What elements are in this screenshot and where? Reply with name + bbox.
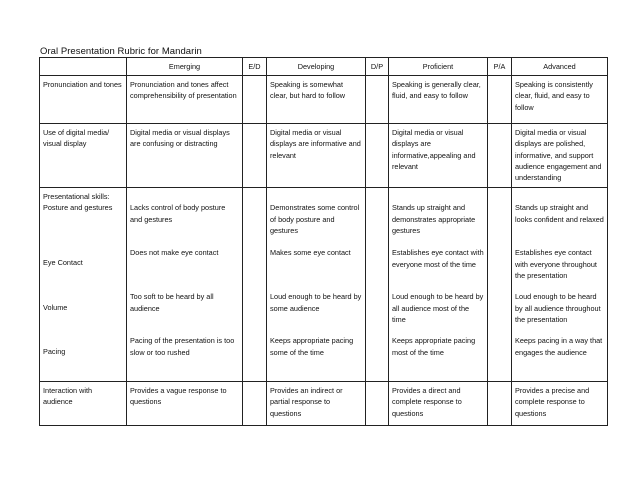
proficient-cell (389, 188, 488, 382)
emerging-cell: Digital media or visual displays are confusing or distracting (127, 124, 243, 188)
sub-descriptor: Keeps pacing in a way that engages the audience (515, 336, 603, 357)
sub-descriptor: Stands up straight and demonstrates appropriate gestures (392, 203, 476, 235)
sub-descriptor: Stands up straight and looks confident and relaxed (515, 203, 604, 224)
proficient-cell: Digital media or visual displays are informative,appealing and relevant (389, 124, 488, 188)
sub-descriptor: Pacing of the presentation is too slow or too rushed (130, 336, 235, 357)
d-p-cell (366, 76, 389, 124)
developing-cell: Digital media or visual displays are informative and relevant (267, 124, 366, 188)
d-p-cell (366, 124, 389, 188)
emerging-cell (127, 188, 243, 382)
developing-cell: Speaking is somewhat clear, but hard to follow (267, 76, 366, 124)
criterion-cell (40, 188, 127, 382)
sub-descriptor: Too soft to be heard by all audience (130, 292, 214, 313)
document-title: Oral Presentation Rubric for Mandarin (40, 46, 202, 57)
sub-criterion: Volume (43, 303, 68, 313)
developing-cell (267, 188, 366, 382)
header-developing: Developing (267, 58, 366, 76)
e-d-cell (243, 76, 267, 124)
header-advanced: Advanced (512, 58, 608, 76)
header-e-d: E/D (243, 58, 267, 76)
d-p-cell (366, 188, 389, 382)
emerging-cell: Pronunciation and tones affect comprehensibility of presentation (127, 76, 243, 124)
d-p-cell (366, 382, 389, 426)
header-emerging: Emerging (127, 58, 243, 76)
group-title: Presentational skills: (43, 192, 110, 202)
sub-descriptor: Establishes eye contact with everyone throughout the presentation (515, 248, 597, 280)
sub-descriptor: Makes some eye contact (270, 248, 351, 258)
sub-criterion: Pacing (43, 347, 66, 357)
table-row (40, 188, 608, 382)
sub-criterion: Posture and gestures (43, 203, 113, 213)
proficient-cell: Provides a direct and complete response to questions (389, 382, 488, 426)
e-d-cell (243, 188, 267, 382)
rubric-table (39, 57, 608, 426)
sub-descriptor: Establishes eye contact with everyone most of the time (392, 248, 484, 269)
header-d-p: D/P (366, 58, 389, 76)
criterion-cell: Use of digital media/ visual display (40, 124, 127, 188)
sub-descriptor: Lacks control of body posture and gestures (130, 203, 226, 224)
table-row (40, 76, 608, 124)
criterion-cell: Interaction with audience (40, 382, 127, 426)
developing-cell: Provides an indirect or partial response to questions (267, 382, 366, 426)
sub-descriptor: Loud enough to be heard by all audience throughout the presentation (515, 292, 601, 324)
proficient-cell: Speaking is generally clear, fluid, and easy to follow (389, 76, 488, 124)
advanced-cell (512, 188, 608, 382)
advanced-cell: Provides a precise and complete response to questions (512, 382, 608, 426)
p-a-cell (488, 382, 512, 426)
sub-descriptor: Loud enough to be heard by all audience most of the time (392, 292, 484, 324)
p-a-cell (488, 124, 512, 188)
table-row (40, 124, 608, 188)
sub-descriptor: Keeps appropriate pacing some of the time (270, 336, 354, 357)
criterion-cell: Pronunciation and tones (40, 76, 127, 124)
header-p-a: P/A (488, 58, 512, 76)
e-d-cell (243, 382, 267, 426)
e-d-cell (243, 124, 267, 188)
header-criterion (40, 58, 127, 76)
sub-descriptor: Does not make eye contact (130, 248, 219, 258)
header-row (40, 58, 608, 76)
p-a-cell (488, 188, 512, 382)
p-a-cell (488, 76, 512, 124)
sub-criterion: Eye Contact (43, 258, 83, 268)
emerging-cell: Provides a vague response to questions (127, 382, 243, 426)
sub-descriptor: Loud enough to be heard by some audience (270, 292, 362, 313)
table-row (40, 382, 608, 426)
sub-descriptor: Keeps appropriate pacing most of the time (392, 336, 476, 357)
advanced-cell: Speaking is consistently clear, fluid, and easy to follow (512, 76, 608, 124)
sub-descriptor: Demonstrates some control of body posture and gestures (270, 203, 360, 235)
header-proficient: Proficient (389, 58, 488, 76)
advanced-cell: Digital media or visual displays are polished, informative, and support audience engagement and understanding (512, 124, 608, 188)
